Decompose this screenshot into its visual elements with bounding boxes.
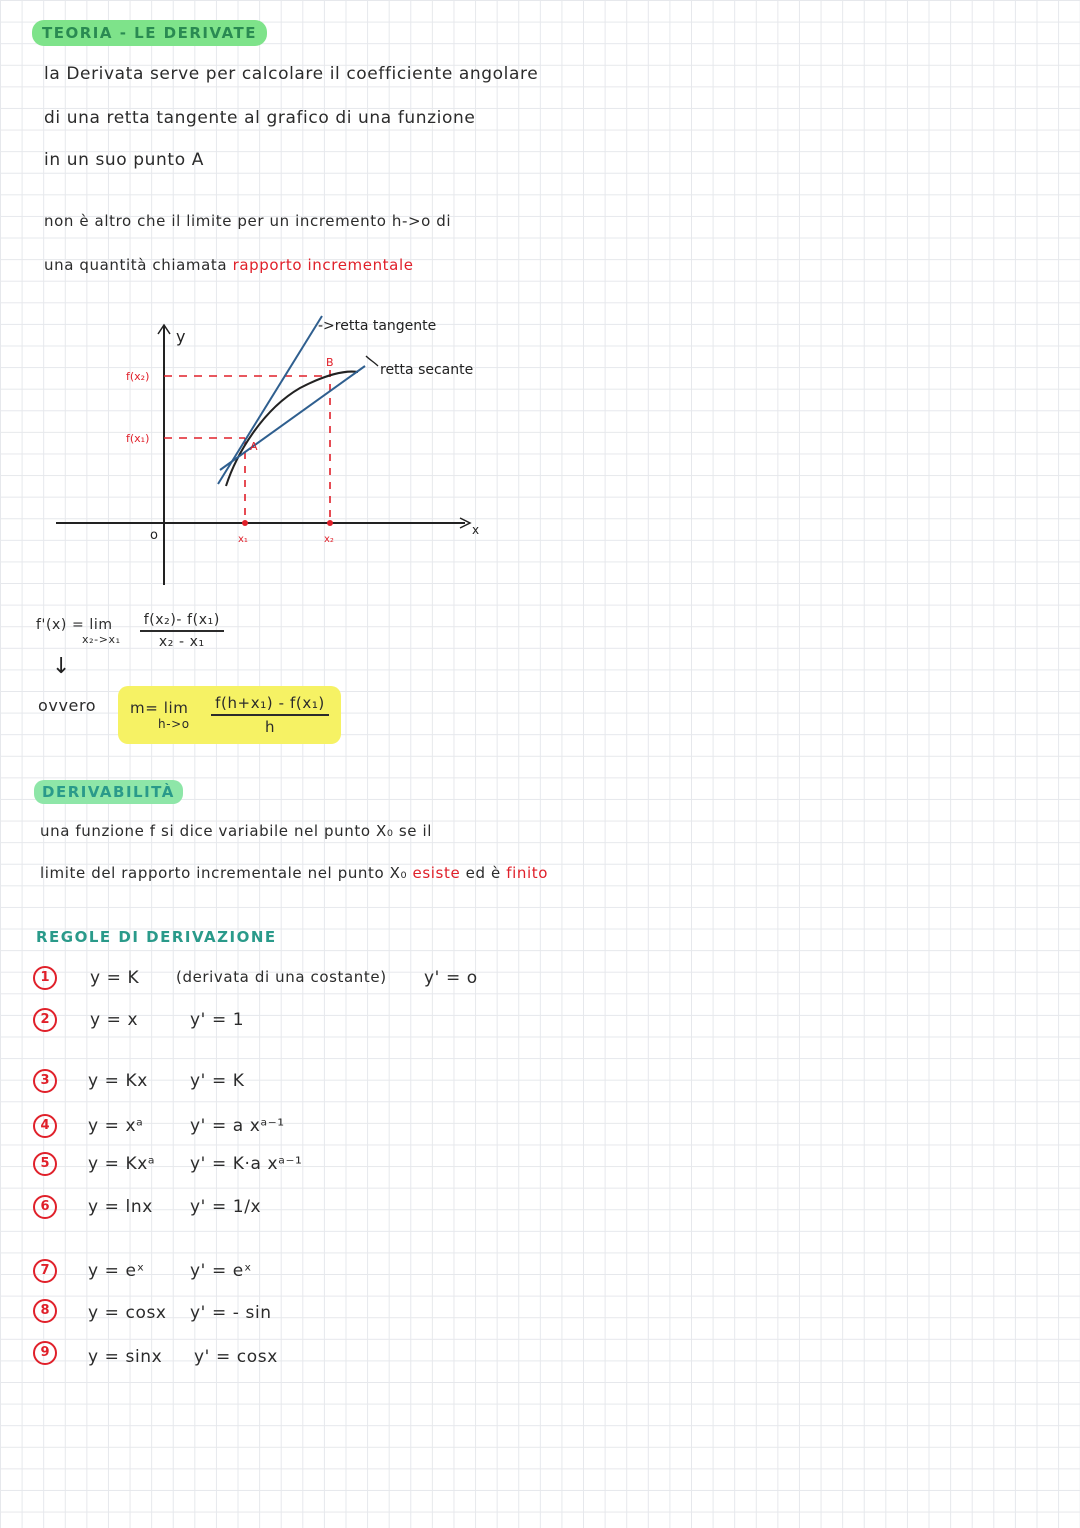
x1-label: x₁	[238, 534, 248, 545]
ovvero-numerator: f(h+x₁) - f(x₁)	[211, 694, 329, 716]
definition-line-1: non è altro che il limite per un incremento h->o di	[44, 212, 452, 230]
rule-derivative: y' = K·a xᵃ⁻¹	[190, 1154, 303, 1174]
rule-number-badge: 3	[33, 1069, 57, 1093]
limit-denominator: x₂ - x₁	[158, 634, 205, 650]
rule-number-badge: 5	[33, 1152, 57, 1176]
rule-number-badge: 2	[33, 1008, 57, 1032]
limit-numerator: f(x₂)- f(x₁)	[140, 612, 224, 632]
rule-function: y = Kx	[88, 1071, 148, 1091]
rule-derivative: y' = a xᵃ⁻¹	[190, 1116, 285, 1136]
derivabilita-heading: DERIVABILITÀ	[34, 780, 183, 804]
rule-derivative: y' = 1/x	[190, 1197, 262, 1217]
finito-term: finito	[506, 864, 548, 882]
point-a-label: A	[250, 440, 258, 453]
tangent-line	[218, 316, 322, 484]
rule-function: y = xᵃ	[88, 1116, 144, 1136]
rule-derivative: y' = eˣ	[190, 1261, 252, 1281]
derivabilita-line-2-mid: ed è	[465, 864, 501, 882]
y-axis-label: y	[176, 327, 186, 346]
rapporto-incrementale-term: rapporto incrementale	[232, 256, 414, 274]
limit-lhs: f'(x) = lim	[36, 616, 113, 633]
ovvero-denominator: h	[264, 718, 276, 736]
x1-point	[242, 520, 248, 526]
rule-function: y = x	[90, 1010, 139, 1030]
regole-heading: REGOLE DI DERIVAZIONE	[36, 928, 277, 946]
intro-line-2: di una retta tangente al grafico di una funzione	[44, 108, 476, 128]
definition-line-2	[44, 256, 414, 274]
rule-function: y = K	[90, 968, 140, 988]
rule-number-badge: 4	[33, 1114, 57, 1138]
fx2-label: f(x₂)	[126, 370, 150, 383]
rule-derivative: y' = K	[190, 1071, 245, 1091]
rule-derivative: y' = cosx	[194, 1347, 278, 1367]
esiste-term: esiste	[412, 864, 461, 882]
rule-function: y = Kxᵃ	[88, 1154, 156, 1174]
fx1-label: f(x₁)	[126, 432, 150, 445]
rule-function: y = cosx	[88, 1303, 167, 1323]
derivative-graph	[40, 300, 520, 600]
definition-line-2-prefix: una quantità chiamata	[44, 256, 228, 274]
rule-note: (derivata di una costante)	[176, 968, 387, 986]
rule-number-badge: 9	[33, 1341, 57, 1365]
origin-label: o	[150, 528, 158, 543]
limit-subscript: x₂->x₁	[82, 632, 121, 646]
x-axis-label: x	[472, 523, 480, 537]
x2-point	[327, 520, 333, 526]
rule-number-badge: 1	[33, 966, 57, 990]
secant-line	[220, 366, 365, 470]
intro-line-3: in un suo punto A	[44, 150, 204, 170]
intro-line-1: la Derivata serve per calcolare il coefficiente angolare	[44, 64, 539, 84]
rule-derivative: y' = 1	[190, 1010, 245, 1030]
rule-number-badge: 8	[33, 1299, 57, 1323]
point-b-label: B	[326, 356, 334, 369]
ovvero-label: ovvero	[38, 696, 97, 715]
rule-derivative: y' = o	[424, 968, 478, 988]
limit-formula	[36, 612, 224, 650]
ovvero-lhs: m= lim	[130, 699, 189, 717]
secant-label: retta secante	[380, 362, 474, 378]
rule-function: y = sinx	[88, 1347, 163, 1367]
rule-function: y = lnx	[88, 1197, 153, 1217]
derivabilita-line-2-prefix: limite del rapporto incrementale nel punto X₀	[40, 864, 408, 882]
derivative-formula-highlight	[118, 686, 341, 744]
secant-pointer	[366, 356, 378, 366]
page-title: TEORIA - LE DERIVATE	[32, 20, 267, 46]
x2-label: x₂	[324, 534, 334, 545]
down-arrow-icon: ↓	[52, 654, 71, 679]
rule-function: y = eˣ	[88, 1261, 145, 1281]
ovvero-subscript: h->o	[158, 717, 190, 731]
tangent-label: ->retta tangente	[318, 318, 437, 334]
derivabilita-line-2	[40, 864, 548, 882]
rule-number-badge: 7	[33, 1259, 57, 1283]
derivabilita-line-1: una funzione f si dice variabile nel punto X₀ se il	[40, 822, 433, 840]
rule-number-badge: 6	[33, 1195, 57, 1219]
rule-derivative: y' = - sin	[190, 1303, 272, 1323]
